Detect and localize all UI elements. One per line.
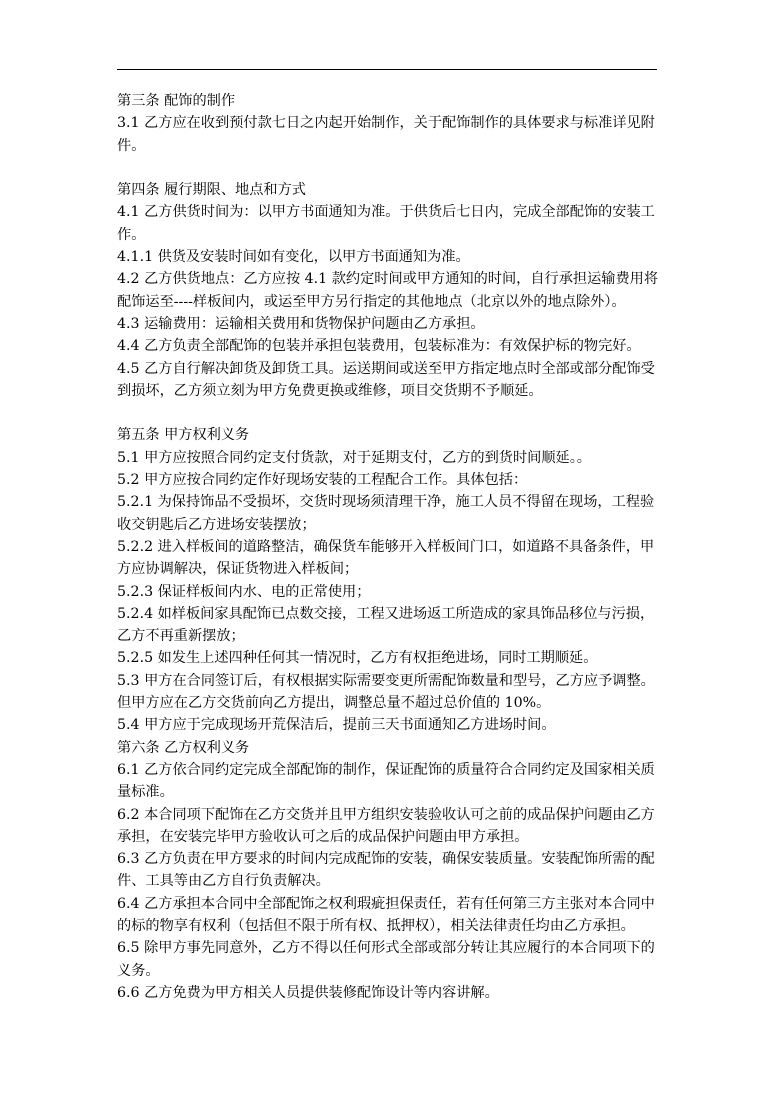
clause-4-1: 4.1 乙方供货时间为：以甲方书面通知为准。于供货后七日内，完成全部配饰的安装工作。 (117, 204, 655, 243)
clause-5-2: 5.2 甲方应按合同约定作好现场安装的工程配合工作。具体包括： (117, 472, 528, 489)
clause-6-6: 6.6 乙方免费为甲方相关人员提供装修配饰设计等内容讲解。 (117, 984, 499, 1001)
clause-4-5: 4.5 乙方自行解决卸货及卸货工具。运送期间或送至甲方指定地点时全部或部分配饰受到损坏，乙方须立刻为甲方免费更换或维修，项目交货期不予顺延。 (117, 360, 655, 399)
section-spacer (117, 157, 662, 179)
clause-5-1: 5.1 甲方应按照合同约定支付货款，对于延期支付，乙方的到货时间顺延。。 (117, 449, 591, 466)
clause-5-3: 5.3 甲方在合同签订后，有权根据实际需要变更所需配饰数量和型号，乙方应予调整。但甲方应在乙方交货前向乙方提出，调整总量不超过总价值的 10%。 (117, 672, 655, 712)
clause-6-4: 6.4 乙方承担本合同中全部配饰之权利瑕疵担保责任，若有任何第三方主张对本合同中的标的物享有权利（包括但不限于所有权、抵押权），相关法律责任均由乙方承担。 (117, 895, 655, 934)
clause-5-2-4: 5.2.4 如样板间家具配饰已点数交接，工程又进场返工所造成的家具饰品移位与污损，乙方不再重新摆放； (117, 605, 655, 645)
document-body (117, 90, 662, 1004)
clause-4-1-1: 4.1.1 供货及安装时间如有变化，以甲方书面通知为准。 (117, 249, 470, 266)
clause-4-2: 4.2 乙方供货地点：乙方应按 4.1 款约定时间或甲方通知的时间，自行承担运输费用将配饰运至----样板间内，或运至甲方另行指定的其他地点（北京以外的地点除外）。 (117, 271, 659, 310)
clause-5-2-5: 5.2.5 如发生上述四种任何其一情况时，乙方有权拒绝进场，同时工期顺延。 (117, 650, 598, 667)
clause-6-3: 6.3 乙方负责在甲方要求的时间内完成配饰的安装，确保安装质量。安装配饰所需的配件、工具等由乙方自行负责解决。 (117, 851, 655, 890)
section-heading-6: 第六条 乙方权利义务 (117, 739, 250, 756)
clause-5-2-3: 5.2.3 保证样板间内水、电的正常使用； (117, 583, 371, 600)
header-rule (117, 69, 657, 70)
clause-4-3: 4.3 运输费用：运输相关费用和货物保护问题由乙方承担。 (117, 315, 485, 332)
clause-6-5: 6.5 除甲方事先同意外，乙方不得以任何形式全部或部分转让其应履行的本合同项下的义务。 (117, 940, 655, 979)
clause-6-1: 6.1 乙方依合同约定完成全部配饰的制作，保证配饰的质量符合合同约定及国家相关质量标准。 (117, 761, 655, 801)
clause-6-2: 6.2 本合同项下配饰在乙方交货并且甲方组织安装验收认可之前的成品保护问题由乙方承担，在安装完毕甲方验收认可之后的成品保护问题由甲方承担。 (117, 806, 655, 845)
section-spacer (117, 402, 662, 424)
clause-5-2-1: 5.2.1 为保持饰品不受损坏，交货时现场须清理干净，施工人员不得留在现场，工程验收交钥匙后乙方进场安装摆放； (117, 494, 655, 533)
clause-5-2-2: 5.2.2 进入样板间的道路整洁，确保货车能够开入样板间门口，如道路不具备条件，甲方应协调解决，保证货物进入样板间； (117, 538, 655, 578)
clause-5-4: 5.4 甲方应于完成现场开荒保洁后，提前三天书面通知乙方进场时间。 (117, 717, 556, 734)
clause-4-4: 4.4 乙方负责全部配饰的包装并承担包装费用，包装标准为：有效保护标的物完好。 (117, 338, 641, 355)
section-heading-5: 第五条 甲方权利义务 (117, 427, 250, 444)
section-heading-4: 第四条 履行期限、地点和方式 (117, 182, 306, 199)
clause-3-1: 3.1 乙方应在收到预付款七日之内起开始制作，关于配饰制作的具体要求与标准详见附件。 (117, 115, 655, 154)
section-heading-3: 第三条 配饰的制作 (117, 93, 236, 109)
